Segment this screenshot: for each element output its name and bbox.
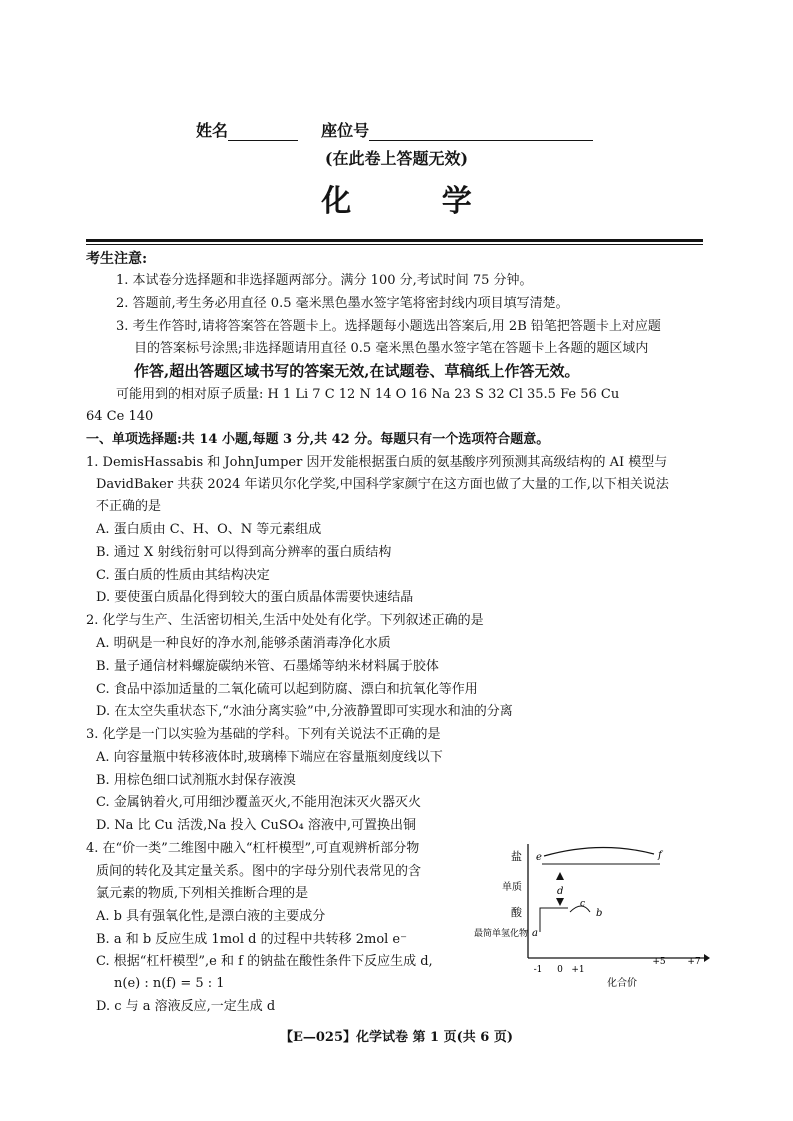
- q2-option-c: C. 食品中添加适量的二氧化硫可以起到防腐、漂白和抗氧化等作用: [96, 682, 478, 697]
- q4-option-c-ratio: n(e) : n(f) = 5 : 1: [114, 976, 225, 991]
- q4-option-b: B. a 和 b 反应生成 1mol d 的过程中共转移 2mol e⁻: [96, 932, 407, 947]
- instruction-item: 1. 本试卷分选择题和非选择题两部分。满分 100 分,考试时间 75 分钟。: [116, 273, 533, 288]
- q2-option-d: D. 在太空失重状态下,“水油分离实验”中,分液静置即可实现水和油的分离: [96, 704, 513, 719]
- y-label-salt: 盐: [511, 850, 522, 863]
- q3-option-d: D. Na 比 Cu 活泼,Na 投入 CuSO₄ 溶液中,可置换出铜: [96, 818, 416, 833]
- acid-bracket: [540, 908, 568, 932]
- q4-option-d: D. c 与 a 溶液反应,一定生成 d: [96, 999, 276, 1014]
- name-blank[interactable]: [228, 126, 298, 141]
- q3-option-a: A. 向容量瓶中转移液体时,玻璃棒下端应在容量瓶刻度线以下: [96, 750, 443, 765]
- name-label: 姓名: [196, 121, 229, 140]
- instruction-item: 3. 考生作答时,请将答案答在答题卡上。选择题每小题选出答案后,用 2B 铅笔把答题卡上对应题: [116, 319, 661, 334]
- q4-stem: 质间的转化及其定量关系。图中的字母分别代表常见的含: [96, 864, 422, 879]
- subject-title: 化 学: [321, 184, 512, 219]
- point-a: a: [532, 928, 538, 939]
- q4-stem: 氯元素的物质,下列相关推断合理的是: [96, 886, 309, 901]
- page-footer: 【E—025】化学试卷 第 1 页(共 6 页): [279, 1030, 514, 1045]
- q2-option-b: B. 量子通信材料螺旋碳纳米管、石墨烯等纳米材料属于胶体: [96, 659, 439, 674]
- q1-stem: 1. DemisHassabis 和 JohnJumper 因开发能根据蛋白质的氨基酸序列预测其高级结构的 AI 模型与: [86, 455, 668, 470]
- atomic-masses: 可能用到的相对原子质量: H 1 Li 7 C 12 N 14 O 16 Na 23 S 32 Cl 35.5 Fe 56 Cu: [116, 387, 620, 402]
- point-c: c: [580, 899, 586, 909]
- section-heading: 一、单项选择题:共 14 小题,每题 3 分,共 42 分。每题只有一个选项符合题意。: [86, 432, 550, 447]
- q1-stem: DavidBaker 共获 2024 年诺贝尔化学奖,中国科学家颜宁在这方面也做了大量的工作,以下相关说法: [96, 477, 669, 492]
- q4-option-a: A. b 具有强氧化性,是漂白液的主要成分: [96, 909, 326, 924]
- divider-thick: [86, 239, 703, 242]
- x-tick-plus5: +5: [652, 957, 666, 967]
- x-tick-plus1: +1: [571, 965, 585, 975]
- point-b: b: [596, 908, 603, 919]
- q1-option-d: D. 要使蛋白质晶化得到较大的蛋白质晶体需要快速结晶: [96, 590, 414, 605]
- x-tick-minus1: -1: [533, 965, 543, 975]
- q2-option-a: A. 明矾是一种良好的净水剂,能够杀菌消毒净化水质: [96, 636, 391, 651]
- x-tick-0: 0: [557, 965, 563, 975]
- y-label-acid: 酸: [511, 906, 522, 919]
- fulcrum-triangle: [556, 872, 564, 880]
- y-label-hydride: 最简单氢化物: [473, 929, 528, 939]
- instruction-item-emphasis: 作答,超出答题区域书写的答案无效,在试题卷、草稿纸上作答无效。: [134, 362, 580, 380]
- down-arrow: [556, 898, 564, 906]
- q1-option-c: C. 蛋白质的性质由其结构决定: [96, 568, 270, 583]
- y-label-element: 单质: [502, 882, 522, 893]
- point-f: f: [658, 850, 662, 861]
- q1-option-a: A. 蛋白质由 C、H、O、N 等元素组成: [96, 522, 322, 537]
- invalid-answer-notice: (在此卷上答题无效): [324, 149, 469, 168]
- q1-stem: 不正确的是: [96, 499, 162, 514]
- x-axis-label: 化合价: [607, 978, 637, 989]
- seat-blank[interactable]: [369, 126, 593, 141]
- seat-label: 座位号: [321, 121, 370, 140]
- valence-category-diagram: [472, 836, 712, 996]
- q4-option-c: C. 根据“杠杆模型”,e 和 f 的钠盐在酸性条件下反应生成 d,: [96, 954, 433, 969]
- q4-stem: 4. 在“价一类”二维图中融入“杠杆模型”,可直观辨析部分物: [86, 841, 420, 856]
- point-d: d: [557, 886, 564, 897]
- x-axis-arrow: [704, 954, 710, 962]
- x-tick-plus7: +7: [687, 957, 701, 967]
- lever-arc: [544, 847, 654, 856]
- q2-stem: 2. 化学与生产、生活密切相关,生活中处处有化学。下列叙述正确的是: [86, 613, 484, 628]
- q3-option-c: C. 金属钠着火,可用细沙覆盖灭火,不能用泡沫灭火器灭火: [96, 795, 422, 810]
- instruction-item: 2. 答题前,考生务必用直径 0.5 毫米黑色墨水签字笔将密封线内项目填写清楚。: [116, 296, 569, 311]
- name-seat-row: [196, 118, 593, 141]
- q1-option-b: B. 通过 X 射线衍射可以得到高分辨率的蛋白质结构: [96, 545, 392, 560]
- atomic-masses-cont: 64 Ce 140: [86, 409, 154, 424]
- divider-thin: [86, 244, 703, 245]
- q3-stem: 3. 化学是一门以实验为基础的学科。下列有关说法不正确的是: [86, 727, 441, 742]
- point-e: e: [536, 852, 542, 863]
- q3-option-b: B. 用棕色细口试剂瓶水封保存液溴: [96, 773, 296, 788]
- instructions-heading: 考生注意:: [86, 251, 148, 267]
- instruction-item: 目的答案标号涂黑;非选择题请用直径 0.5 毫米黑色墨水签字笔在答题卡上各题的题区域内: [134, 341, 649, 356]
